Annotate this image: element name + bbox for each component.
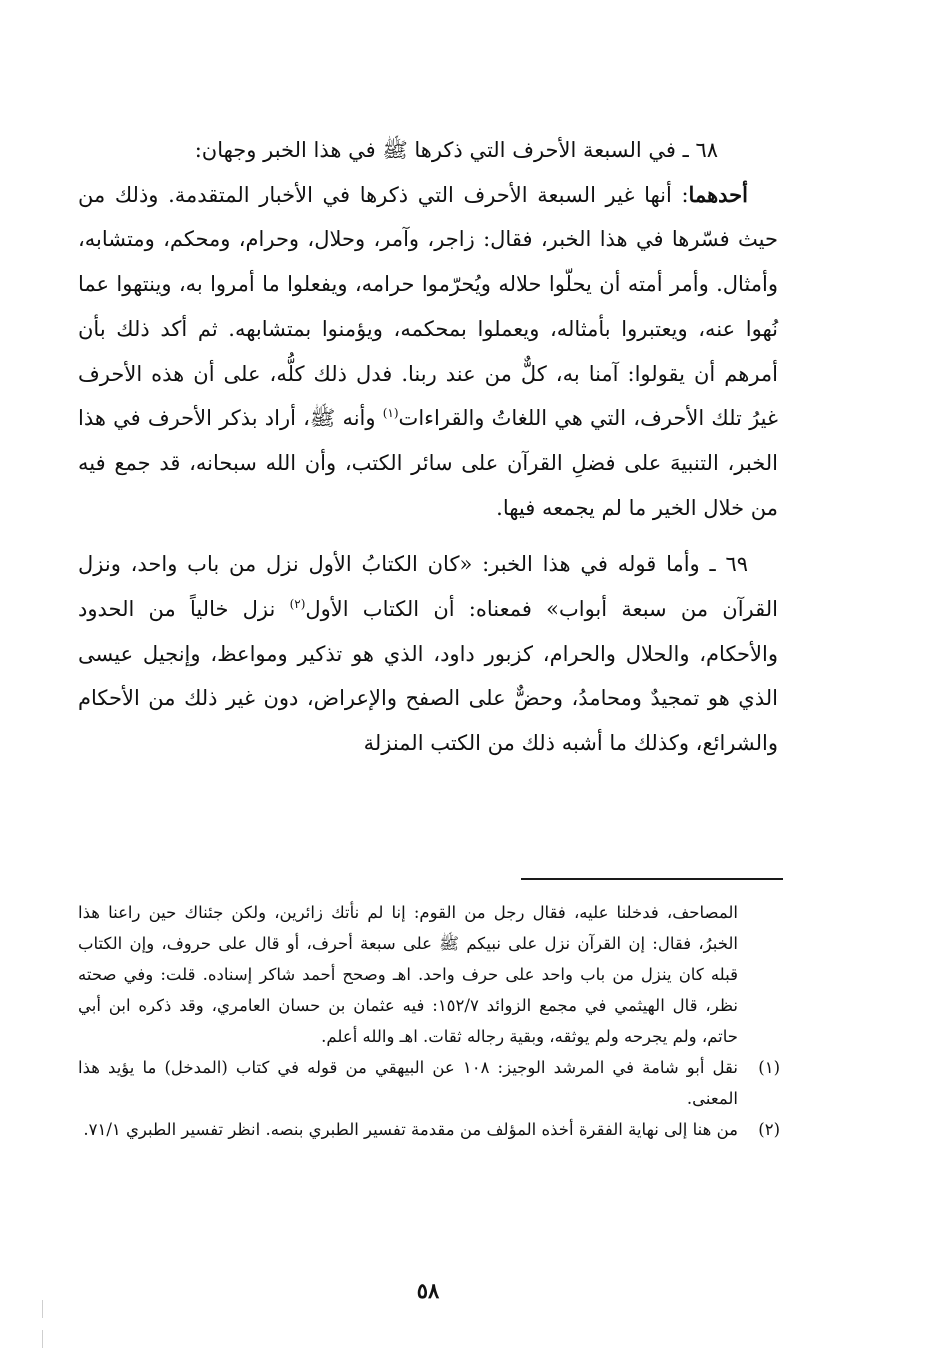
main-text: [78, 128, 778, 766]
footnote-1-number: (١): [758, 1058, 780, 1077]
footnote-ref-1[interactable]: (١): [382, 406, 399, 421]
footnote-2-text: من هنا إلى نهاية الفقرة أخذه المؤلف من مقدمة تفسير الطبري بنصه. انظر تفسير الطبري ٧١/١.: [83, 1120, 738, 1139]
footnote-continuation: المصاحف، فدخلنا عليه، فقال رجل من القوم: إنا لم نأتك زائرين، ولكن جئناك حين راعنا هذا الخبرُ، فقال: إن القرآن نزل على نبيكم ﷺ على سبعة أحرف، أو قال على حروف، وإن الكتاب قبله كان ينزل من باب واحد على حرف واحد. اهـ وصحح أحمد شاكر إسناده. قلت: وفي صحته نظر، قال الهيثمي في مجمع الزوائد ١٥٢/٧: فيه عثمان بن حسان العامري، وقد ذكره ابن أبي حاتم، ولم يجرحه ولم يوثقه، وبقية رجاله ثقات. اهـ والله أعلم.: [78, 903, 738, 1046]
paragraph-68-lead-word: أحدهما: [688, 181, 748, 207]
paragraph-69-text-2: نزل خالياً من الحدود والأحكام، والحلال والحرام، كزبور داود، الذي هو تذكير ومواعظ، وإنجيل عيسى الذي هو تمجيدٌ ومحامدُ، وحضٌّ على الصفح والإعراض، دون غير ذلك من الأحكام والشرائع، وكذلك ما أشبه ذلك من الكتب المنزلة: [78, 597, 778, 756]
footnote-2-number: (٢): [758, 1120, 780, 1139]
paragraph-68-heading-text: ٦٨ ـ في السبعة الأحرف التي ذكرها ﷺ في هذا الخبر وجهان:: [194, 138, 718, 162]
footnote-2: [78, 1114, 780, 1145]
scan-edge-mark: [42, 1330, 43, 1348]
paragraph-69-text-1: ٦٩ ـ وأما قوله في هذا الخبر: «كان الكتابُ الأول نزل من باب واحد، ونزل القرآن من سبعة أبواب» فمعناه: أن الكتاب الأول: [78, 552, 778, 622]
paragraph-68-body: [78, 173, 778, 531]
footnote-ref-2[interactable]: (٢): [289, 597, 306, 612]
footnote-1-text: نقل أبو شامة في المرشد الوجيز: ١٠٨ عن البيهقي من قوله في كتاب (المدخل) ما يؤيد هذا المعنى.: [78, 1058, 738, 1108]
paragraph-68-text-1: : أنها غير السبعة الأحرف التي ذكرها في الأخبار المتقدمة. وذلك من حيث فسّرها في هذا الخبر، فقال: زاجر، وآمر، وحلال، وحرام، ومحكم، ومتشابه، وأمثال. وأمر أمته أن يحلّوا حلاله ويُحرّموا حرامه، ويفعلوا ما أمروا به، وينتهوا عما نُهوا عنه، ويعتبروا بأمثاله، ويعملوا بمحكمه، ويؤمنوا بمتشابهه. ثم أكد ذلك بأن أمرهم أن يقولوا: آمنا به، كلٌّ من عند ربنا. فدل ذلك كلُّه، على أن هذه الأحرف غيرُ تلك الأحرف، التي هي اللغاتُ والقراءات: [78, 182, 779, 431]
footnote-separator: [521, 878, 783, 880]
paragraph-68-heading: [78, 128, 778, 173]
paragraph-68-text-2: وأنه ﷺ، أراد بذكر الأحرف في هذا الخبر، التنبيهَ على فضلِ القرآن على سائر الكتب، وأن الله سبحانه، قد جمع فيه من خلال الخير ما لم يجمعه فيها.: [78, 406, 778, 520]
page-number: ٥٨: [416, 1278, 440, 1303]
footnote-1: [78, 1052, 780, 1114]
scan-edge-mark: [42, 1300, 43, 1318]
paragraph-69: [78, 542, 778, 766]
footnotes: [78, 897, 780, 1145]
